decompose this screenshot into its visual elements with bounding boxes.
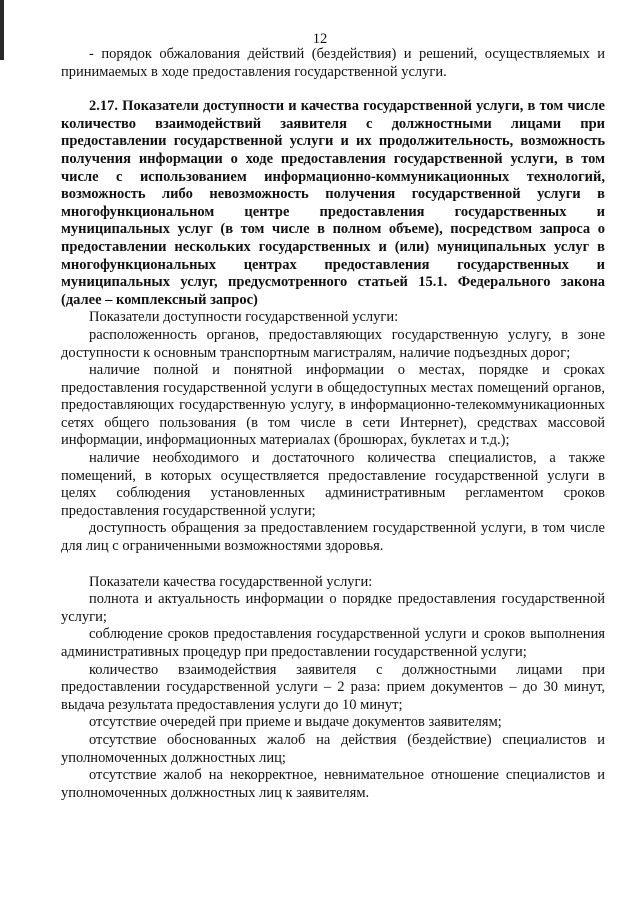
accessibility-item: наличие полной и понятной информации о местах, порядке и сроках предоставления государственной услуги в общедоступных местах помещений органов, предоставляющих государственную услугу, в информационно-телекоммуникационных сетях общего пользования (в том числе в сети Интернет), средствах массовой информации, информационных материалах (брошюрах, буклетах и т.д.); <box>61 362 605 449</box>
accessibility-item: доступность обращения за предоставлением государственной услуги, в том числе для лиц с ограниченными возможностями здоровья. <box>61 520 605 555</box>
page-number: 12 <box>312 31 328 47</box>
intro-paragraph: - порядок обжалования действий (бездействия) и решений, осуществляемых и принимаемых в ходе предоставления государственной услуги. <box>61 46 605 80</box>
quality-item: отсутствие обоснованных жалоб на действия (бездействие) специалистов и уполномоченных должностных лиц; <box>61 731 605 766</box>
quality-title: Показатели качества государственной услуги: <box>89 573 373 590</box>
accessibility-item: наличие необходимого и достаточного количества специалистов, а также помещений, в которых осуществляется предоставление государственной услуги в целях соблюдения установленных административным регламентом сроков предоставления государственной услуги; <box>61 450 605 519</box>
accessibility-item: расположенность органов, предоставляющих государственную услугу, в зоне доступности к основным транспортным магистралям, наличие подъездных дорог; <box>61 326 605 361</box>
quality-item: соблюдение сроков предоставления государственной услуги и сроков выполнения административных процедур при предоставлении государственной услуги; <box>61 626 605 660</box>
quality-item: отсутствие очередей при приеме и выдаче документов заявителям; <box>89 714 502 731</box>
document-body <box>61 46 605 802</box>
quality-item: количество взаимодействия заявителя с должностными лицами при предоставлении государственной услуги – 2 раза: прием документов – до 30 минут, выдача результата предоставления услуги до 10 минут; <box>61 661 605 713</box>
quality-item: отсутствие жалоб на некорректное, невнимательное отношение специалистов и уполномоченных должностных лиц к заявителям. <box>61 767 605 801</box>
quality-item: полнота и актуальность информации о порядке предоставления государственной услуги; <box>61 591 605 625</box>
section-heading: 2.17. Показатели доступности и качества государственной услуги, в том числе количество взаимодействий заявителя с должностными лицами при предоставлении государственной услуги и их продолжительность, возможность получения информации о ходе предоставления государственной услуги, в том числе с использованием информационно-коммуникационных технологий, возможность либо невозможность получения государственной услуги в многофункциональном центре предоставления государственных и муниципальных услуг (в том числе в полном объеме), посредством запроса о предоставлении нескольких государственных и (или) муниципальных услуг в многофункциональных центрах предоставления государственных и муниципальных услуг, предусмотренного статьей 15.1. Федерального закона (далее – комплексный запрос) <box>61 98 605 308</box>
accessibility-title: Показатели доступности государственной услуги: <box>89 309 399 326</box>
